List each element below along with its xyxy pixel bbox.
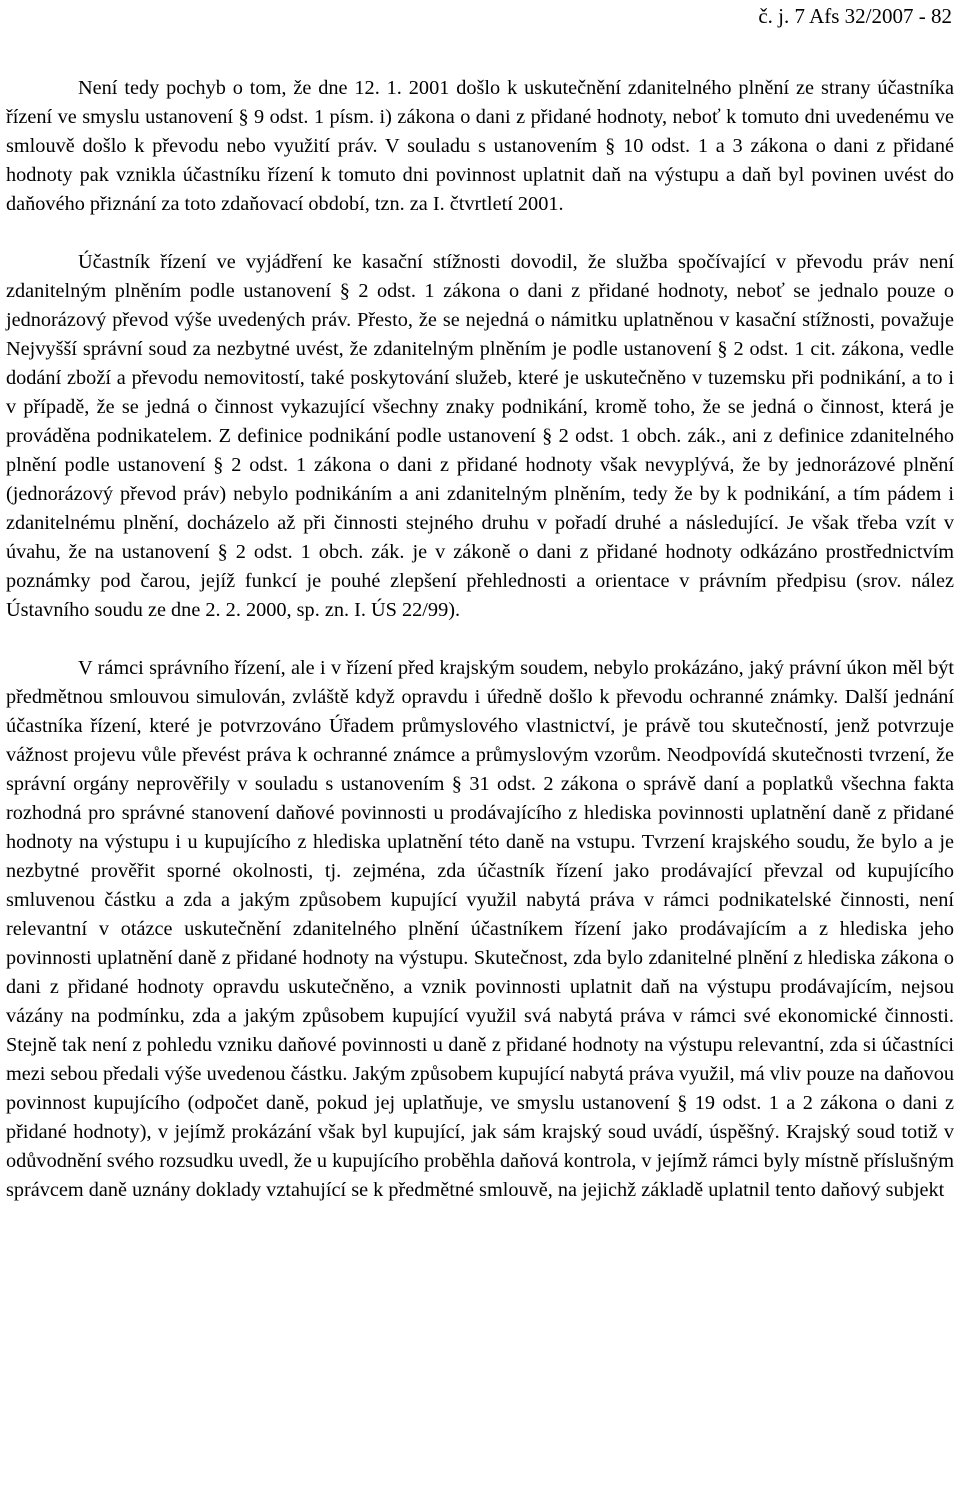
paragraph-1: Není tedy pochyb o tom, že dne 12. 1. 2001 došlo k uskutečnění zdanitelného plnění ze strany účastníka řízení ve smyslu ustanovení § 9 odst. 1 písm. i) zákona o dani z přidané hodnoty, neboť k tomuto dni uvedenému ve smlouvě došlo k převodu nebo využití práv. V souladu s ustanovením § 10 odst. 1 a 3 zákona o dani z přidané hodnoty pak vznikla účastníku řízení k tomuto dni povinnost uplatnit daň na výstupu a daň byl povinen uvést do daňového přiznání za toto zdaňovací období, tzn. za I. čtvrtletí 2001. xyxy=(6,77,954,215)
paragraph-3: V rámci správního řízení, ale i v řízení před krajským soudem, nebylo prokázáno, jaký právní úkon měl být předmětnou smlouvou simulován, zvláště když opravdu i úředně došlo k převodu ochranné známky. Další jednání účastníka řízení, které je potvrzováno Úřadem průmyslového vlastnictví, je právě tou skutečností, jenž potvrzuje vážnost projevu vůle převést práva k ochranné známce a průmyslovým vzorům. Neodpovídá skutečnosti tvrzení, že správní orgány neprověřily v souladu s ustanovením § 31 odst. 2 zákona o správě daní a poplatků všechna fakta rozhodná pro správné stanovení daňové povinnosti u prodávajícího z hlediska povinnosti uplatnění daně z přidané hodnoty na výstupu i u kupujícího z hlediska uplatnění této daně na vstupu. Tvrzení krajského soudu, že bylo a je nezbytné prověřit sporné okolnosti, tj. zejména, zda účastník řízení jako prodávající převzal od kupujícího smluvenou částku a zda a jakým způsobem kupující využil nabytá práva v rámci podnikatelské činnosti, není relevantní v otázce uskutečnění zdanitelného plnění účastníkem řízení jako prodávajícím a z hlediska jeho povinnosti uplatnění daně z přidané hodnoty na výstupu. Skutečnost, zda bylo zdanitelné plnění z hlediska zákona o dani z přidané hodnoty opravdu uskutečněno, a vznik povinnosti uplatnit daň na výstupu prodávajícím, nejsou vázány na podmínku, zda a jakým způsobem kupující využil svá nabytá práva v rámci své ekonomické činnosti. Stejně tak není z pohledu vzniku daňové povinnosti u daně z přidané hodnoty na výstupu relevantní, zda si účastníci mezi sebou předali výše uvedenou částku. Jakým způsobem kupující nabytá práva využil, má vliv pouze na daňovou povinnost kupujícího (odpočet daně, pokud jej uplatňuje, ve smyslu ustanovení § 19 odst. 1 a 2 zákona o dani z přidané hodnoty), v jejímž prokázání však byl kupující, jak sám krajský soud uvádí, úspěšný. Krajský soud totiž v odůvodnění svého rozsudku uvedl, že u kupujícího proběhla daňová kontrola, v jejímž rámci byly místně příslušným správcem daně uznány doklady vztahující se k předmětné smlouvě, na jejichž základě uplatnil tento daňový subjekt xyxy=(6,657,954,1201)
paragraph-2: Účastník řízení ve vyjádření ke kasační stížnosti dovodil, že služba spočívající v převodu práv není zdanitelným plněním podle ustanovení § 2 odst. 1 zákona o dani z přidané hodnoty, neboť se jednalo pouze o jednorázový převod výše uvedených práv. Přesto, že se nejedná o námitku uplatněnou v kasační stížnosti, považuje Nejvyšší správní soud za nezbytné uvést, že zdanitelným plněním je podle ustanovení § 2 odst. 1 cit. zákona, vedle dodání zboží a převodu nemovitostí, také poskytování služeb, které je uskutečněno v tuzemsku při podnikání, a to i v případě, že se jedná o činnost vykazující všechny znaky podnikání, kromě toho, že se jedná o činnost, která je prováděna podnikatelem. Z definice podnikání podle ustanovení § 2 odst. 1 obch. zák., ani z definice zdanitelného plnění podle ustanovení § 2 odst. 1 zákona o dani z přidané hodnoty však nevyplývá, že by jednorázové plnění (jednorázový převod práv) nebylo podnikáním a ani zdanitelným plněním, tedy že by k podnikání, a tím pádem i zdanitelnému plnění, docházelo až při činnosti stejného druhu v pořadí druhé a následující. Je však třeba vzít v úvahu, že na ustanovení § 2 odst. 1 obch. zák. je v zákoně o dani z přidané hodnoty odkázáno prostřednictvím poznámky pod čarou, jejíž funkcí je pouhé zlepšení přehlednosti a orientace v právním předpisu (srov. nález Ústavního soudu ze dne 2. 2. 2000, sp. zn. I. ÚS 22/99). xyxy=(6,251,954,621)
document-body xyxy=(6,74,954,1205)
page-header-case-number: č. j. 7 Afs 32/2007 - 82 xyxy=(758,4,952,28)
